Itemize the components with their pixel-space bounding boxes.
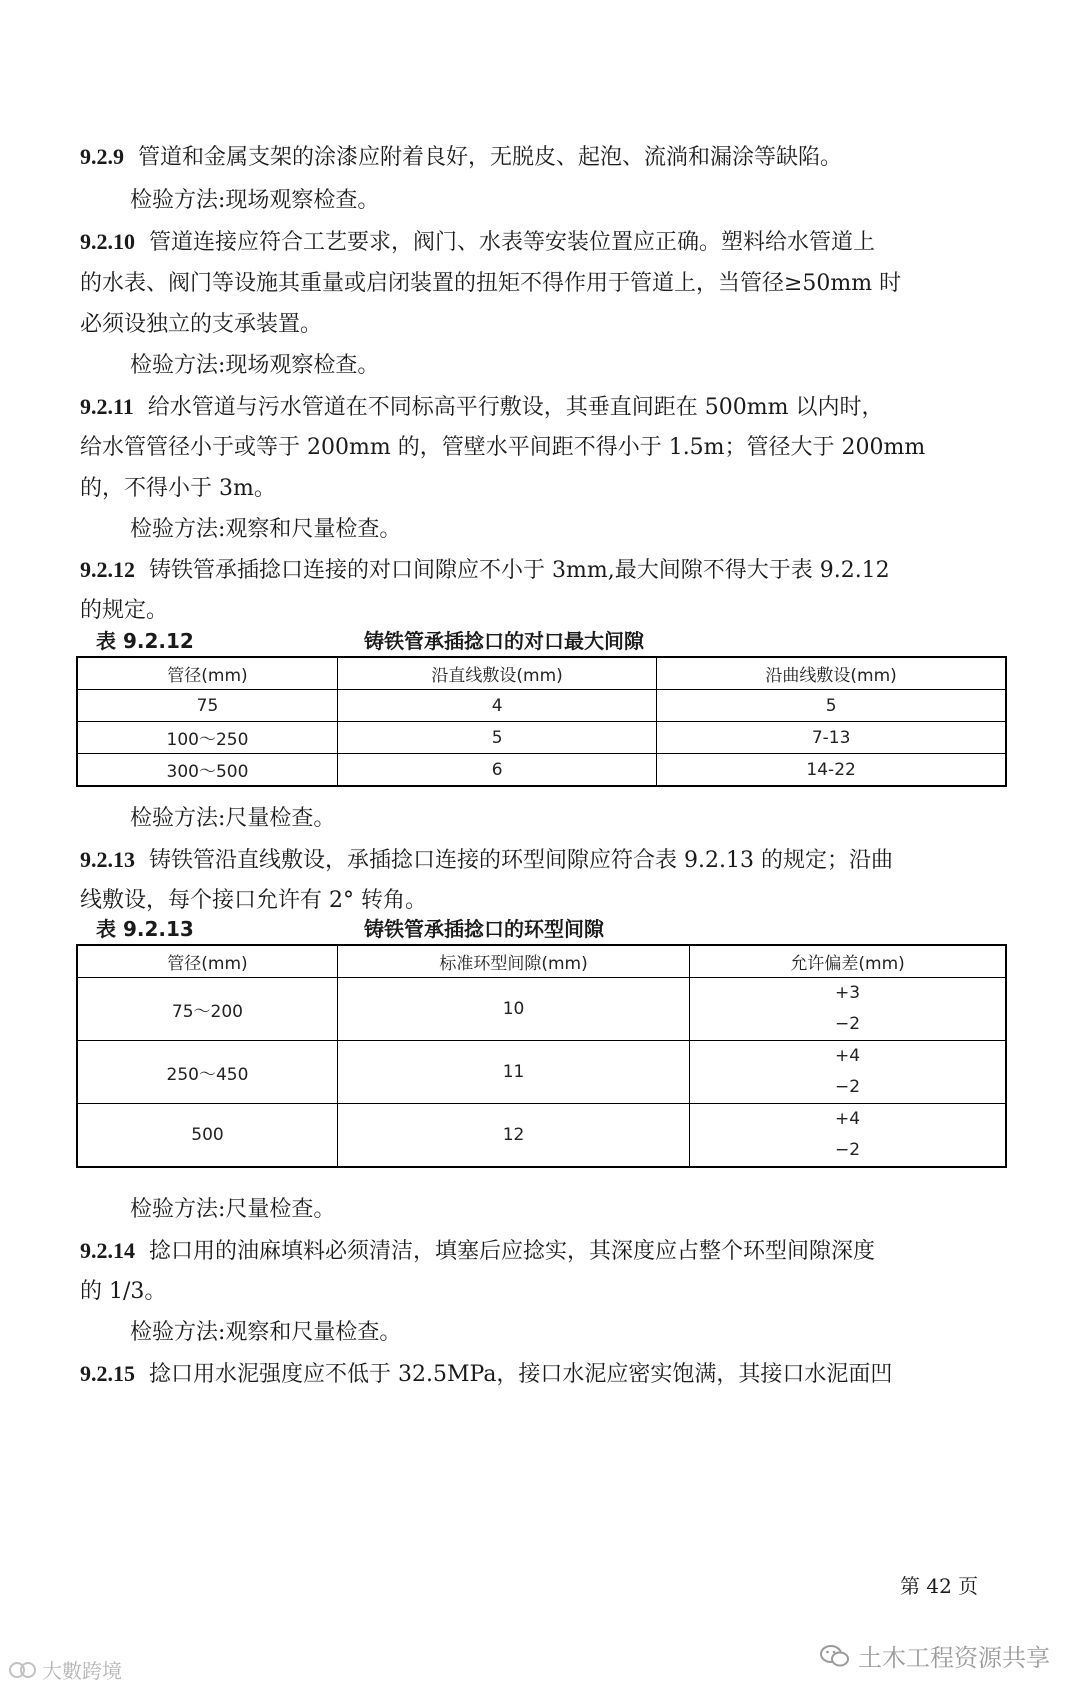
table-cell: 75～200	[77, 978, 337, 1041]
table-cell: 4	[337, 690, 656, 722]
clause-text-line: 必须设独立的支承装置。	[80, 312, 323, 337]
table-title: 铸铁管承插捻口的对口最大间隙	[364, 629, 644, 653]
clause-text: 铸铁管承插捻口连接的对口间隙应不小于 3mm,最大间隙不得大于表 9.2.12	[149, 558, 890, 583]
table-cell: 250～450	[77, 1041, 337, 1104]
table-row	[77, 722, 1006, 754]
table-title: 铸铁管承插捻口的环型间隙	[364, 917, 604, 941]
clause-text-line: 的水表、阀门等设施其重量或启闭装置的扭矩不得作用于管道上，当管径≥50mm 时	[80, 271, 902, 296]
clause-9-2-13	[80, 845, 893, 876]
table-cell: 75	[77, 690, 337, 722]
table-cell: 5	[337, 722, 656, 754]
deviation-minus: −2	[835, 1140, 861, 1160]
clause-number: 9.2.11	[80, 394, 134, 419]
table-row	[77, 754, 1006, 787]
table-cell: 6	[337, 754, 656, 787]
clause-text-line: 的 1/3。	[80, 1279, 167, 1304]
clause-number: 9.2.12	[80, 557, 135, 582]
deviation-plus: +4	[835, 1109, 861, 1129]
table-cell: 5	[657, 690, 1006, 722]
clause-number: 9.2.9	[80, 144, 124, 169]
table-label: 表 9.2.13	[96, 917, 194, 941]
table-row	[77, 690, 1006, 722]
table-9-2-12	[76, 656, 1007, 787]
table-label: 表 9.2.12	[96, 629, 194, 653]
clause-number: 9.2.14	[80, 1238, 135, 1263]
watermark-account	[820, 1638, 1050, 1673]
column-header: 标准环型间隙(mm)	[337, 945, 689, 978]
table-cell	[690, 1104, 1006, 1168]
inspection-method: 检验方法:观察和尺量检查。	[130, 1320, 402, 1345]
inspection-method: 检验方法:尺量检查。	[130, 1197, 336, 1222]
clause-9-2-14	[80, 1236, 875, 1267]
deviation-minus: −2	[835, 1014, 861, 1034]
table-cell: 14-22	[657, 754, 1006, 787]
deviation-plus: +4	[835, 1046, 861, 1066]
column-header: 沿曲线敷设(mm)	[657, 657, 1006, 690]
table-cell: 300～500	[77, 754, 337, 787]
wechat-icon	[820, 1644, 850, 1668]
clause-text-line: 给水管管径小于或等于 200mm 的，管壁水平间距不得小于 1.5m；管径大于 200mm	[80, 435, 926, 460]
clause-text-line: 线敷设，每个接口允许有 2° 转角。	[80, 888, 427, 913]
column-header: 沿直线敷设(mm)	[337, 657, 656, 690]
deviation-plus: +3	[835, 983, 861, 1003]
clause-text: 管道连接应符合工艺要求，阀门、水表等安装位置应正确。塑料给水管道上	[149, 230, 876, 255]
table-cell	[690, 1041, 1006, 1104]
deviation-minus: −2	[835, 1077, 861, 1097]
table-cell: 12	[337, 1104, 689, 1168]
inspection-method: 检验方法:尺量检查。	[130, 806, 336, 831]
clause-text: 捻口用水泥强度应不低于 32.5MPa，接口水泥应密实饱满，其接口水泥面凹	[149, 1362, 893, 1387]
brand-logo-icon	[8, 1659, 38, 1681]
table-header-row	[77, 657, 1006, 690]
watermark-text: 土木工程资源共享	[858, 1644, 1050, 1672]
table-row	[77, 978, 1006, 1041]
watermark-brand	[8, 1655, 122, 1684]
column-header: 允许偏差(mm)	[690, 945, 1006, 978]
clause-number: 9.2.10	[80, 229, 135, 254]
page-number: 第 42 页	[900, 1574, 979, 1598]
watermark-text: 大數跨境	[42, 1659, 122, 1683]
table-cell	[690, 978, 1006, 1041]
table-cell: 100～250	[77, 722, 337, 754]
clause-9-2-10	[80, 227, 875, 258]
clause-9-2-12	[80, 555, 890, 586]
clause-text: 捻口用的油麻填料必须清洁，填塞后应捻实，其深度应占整个环型间隙深度	[149, 1239, 876, 1264]
table-row	[77, 1104, 1006, 1168]
clause-text-line: 的规定。	[80, 598, 169, 623]
column-header: 管径(mm)	[77, 657, 337, 690]
table-cell: 10	[337, 978, 689, 1041]
column-header: 管径(mm)	[77, 945, 337, 978]
table-9-2-13	[76, 944, 1007, 1168]
clause-9-2-15	[80, 1359, 892, 1390]
clause-9-2-11	[80, 392, 884, 423]
table-cell: 11	[337, 1041, 689, 1104]
clause-text: 铸铁管沿直线敷设，承插捻口连接的环型间隙应符合表 9.2.13 的规定；沿曲	[149, 848, 893, 873]
clause-text: 管道和金属支架的涂漆应附着良好，无脱皮、起泡、流淌和漏涂等缺陷。	[138, 145, 843, 170]
clause-text: 给水管道与污水管道在不同标高平行敷设，其垂直间距在 500mm 以内时，	[147, 395, 884, 420]
inspection-method: 检验方法:现场观察检查。	[130, 353, 380, 378]
inspection-method: 检验方法:观察和尺量检查。	[130, 517, 402, 542]
table-row	[77, 1041, 1006, 1104]
clause-number: 9.2.13	[80, 847, 135, 872]
clause-number: 9.2.15	[80, 1361, 135, 1386]
clause-text-line: 的，不得小于 3m。	[80, 476, 276, 501]
table-cell: 500	[77, 1104, 337, 1168]
table-header-row	[77, 945, 1006, 978]
inspection-method: 检验方法:现场观察检查。	[130, 188, 380, 213]
table-cell: 7-13	[657, 722, 1006, 754]
clause-9-2-9	[80, 142, 842, 173]
